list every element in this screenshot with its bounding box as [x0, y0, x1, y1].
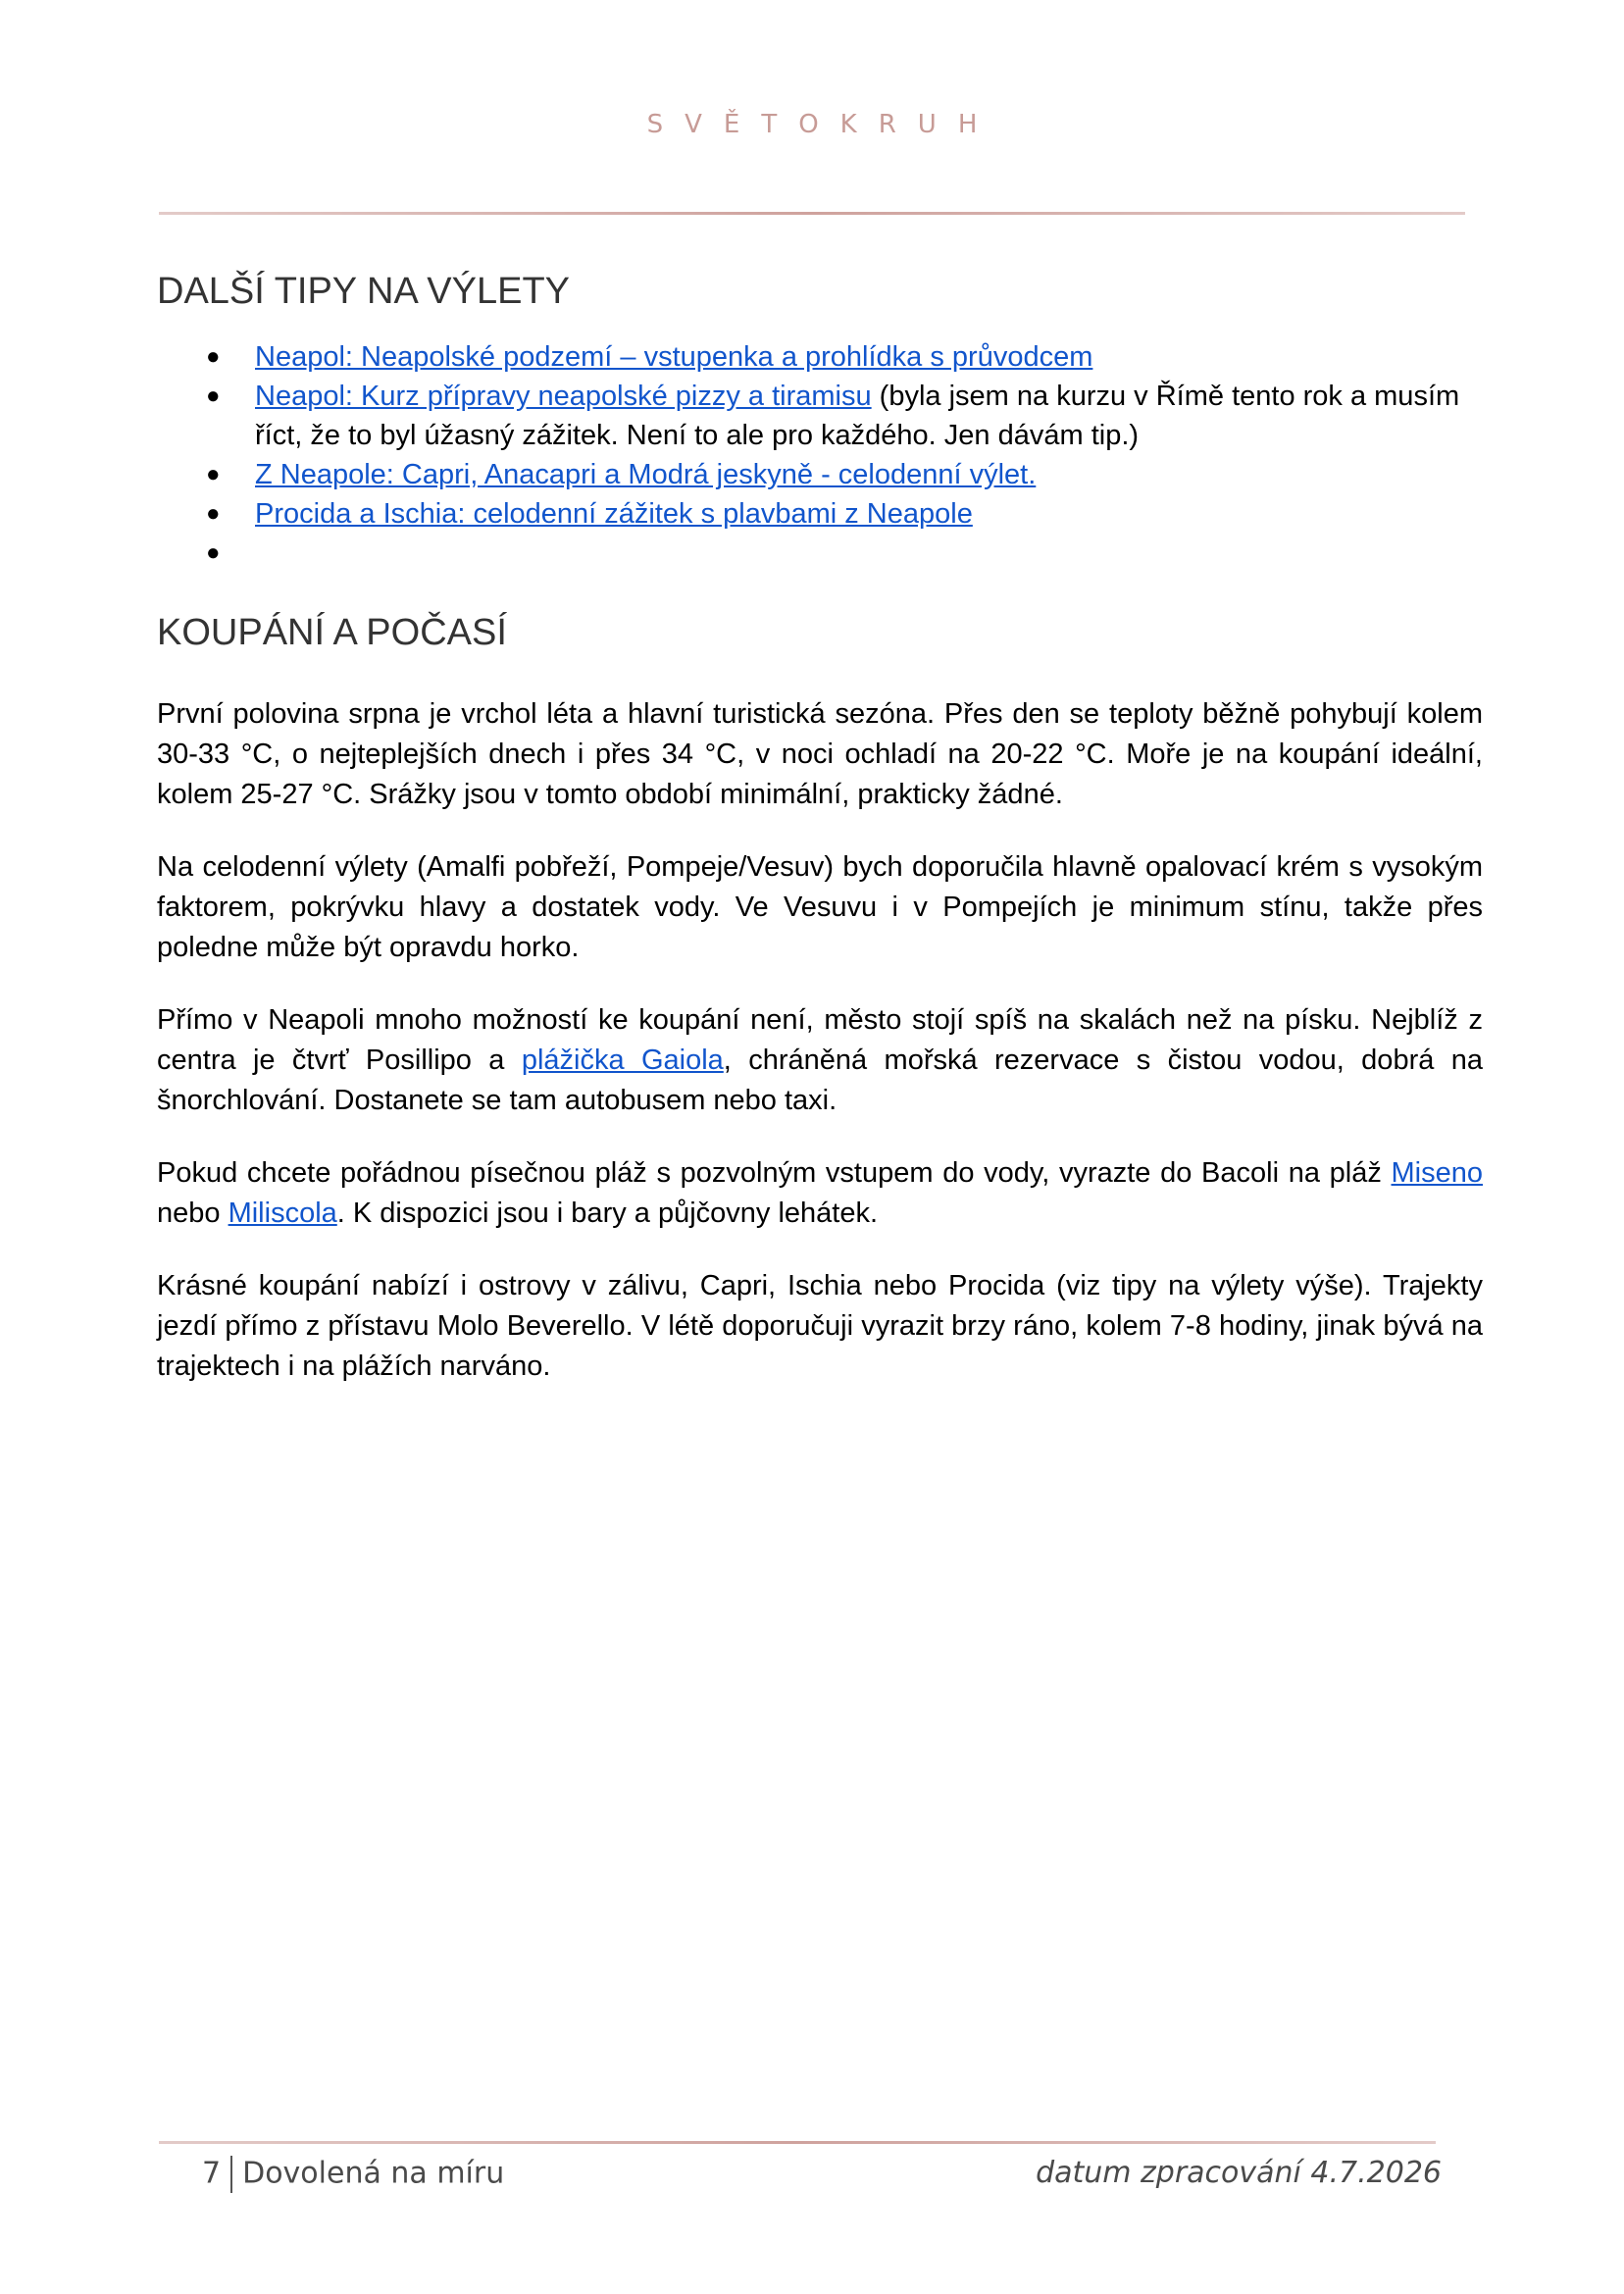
trips-heading: DALŠÍ TIPY NA VÝLETY — [157, 271, 571, 312]
footer-separator — [230, 2156, 232, 2193]
trip-link[interactable]: Neapol: Kurz přípravy neapolské pizzy a tiramisu — [255, 381, 872, 412]
text-span: , chráněná mořská rezervace s čistou vodou, dobrá na šnorchlování. Dostanete se tam autobusem nebo taxi. — [157, 1045, 1483, 1116]
paragraph-weather: První polovina srpna je vrchol léta a hlavní turistická sezóna. Přes den se teploty běžně pohybují kolem 30-33 °C, o nejteplejších dnech i přes 34 °C, v noci ochladí na 20-22 °C. Moře je na koupání ideální, kolem 25-27 °C. Srážky jsou v tomto období minimální, prakticky žádné. — [157, 698, 1483, 810]
list-item — [157, 377, 1483, 455]
bullet-icon: ● — [206, 461, 221, 487]
text-span: nebo — [157, 1198, 228, 1229]
bullet-icon: ● — [206, 382, 221, 409]
footer-left — [202, 2156, 504, 2193]
text-span: Pokud chcete pořádnou písečnou pláž s pozvolným vstupem do vody, vyrazte do Bacoli na pláž — [157, 1157, 1392, 1189]
trip-note: (byla jsem na kurzu v Římě tento rok a musím říct, že to byl úžasný zážitek. Není to ale pro každého. Jen dávám tip.) — [255, 381, 1460, 451]
bullet-icon: ● — [206, 500, 221, 527]
bullet-icon: ● — [206, 539, 221, 566]
document-title: Dovolená na míru — [242, 2156, 505, 2191]
page-content — [157, 263, 1483, 1387]
processing-date: datum zpracování 4.7.2026 — [1036, 2156, 1442, 2190]
trips-list — [157, 337, 1483, 573]
link-miseno[interactable]: Miseno — [1391, 1157, 1483, 1189]
brand-header: SVĚTOKRUH — [646, 110, 999, 139]
list-item — [157, 337, 1483, 377]
text-span: Přímo v Neapoli mnoho možností ke koupání není, město stojí spíš na skalách než na písku. Nejblíž z centra je čtvrť Posillipo a — [157, 1004, 1483, 1076]
paragraph-trips-advice: Na celodenní výlety (Amalfi pobřeží, Pompeje/Vesuv) bych doporučila hlavně opalovací krém s vysokým faktorem, pokrývku hlavy a dostatek vody. Ve Vesuvu i v Pompejích je minimum stínu, takže přes poledne může být opravdu horko. — [157, 851, 1483, 963]
page-number: 7 — [202, 2156, 222, 2191]
header-divider — [159, 212, 1465, 215]
trip-link[interactable]: Z Neapole: Capri, Anacapri a Modrá jeskyně - celodenní výlet. — [255, 459, 1037, 490]
text-span: . K dispozici jsou i bary a půjčovny lehátek. — [336, 1198, 879, 1229]
trip-link[interactable]: Procida a Ischia: celodenní zážitek s plavbami z Neapole — [255, 498, 973, 530]
paragraph-islands: Krásné koupání nabízí i ostrovy v zálivu, Capri, Ischia nebo Procida (viz tipy na výlety výše). Trajekty jezdí přímo z přístavu Molo Beverello. V létě doporučuji vyrazit brzy ráno, kolem 7-8 hodiny, jinak bývá na trajektech i na plážích narváno. — [157, 1270, 1483, 1382]
list-item — [157, 534, 1483, 573]
weather-section — [157, 694, 1483, 1387]
list-item — [157, 455, 1483, 494]
list-item — [157, 494, 1483, 534]
footer-divider — [159, 2141, 1436, 2144]
weather-heading: KOUPÁNÍ A POČASÍ — [157, 612, 507, 653]
paragraph-naples-beaches — [157, 1000, 1483, 1121]
trip-link[interactable]: Neapol: Neapolské podzemí – vstupenka a prohlídka s průvodcem — [255, 341, 1093, 373]
link-miliscola[interactable]: Miliscola — [228, 1198, 337, 1229]
bullet-icon: ● — [206, 343, 221, 370]
paragraph-sandy-beaches — [157, 1153, 1483, 1234]
link-gaiola[interactable]: plážička Gaiola — [521, 1045, 724, 1076]
